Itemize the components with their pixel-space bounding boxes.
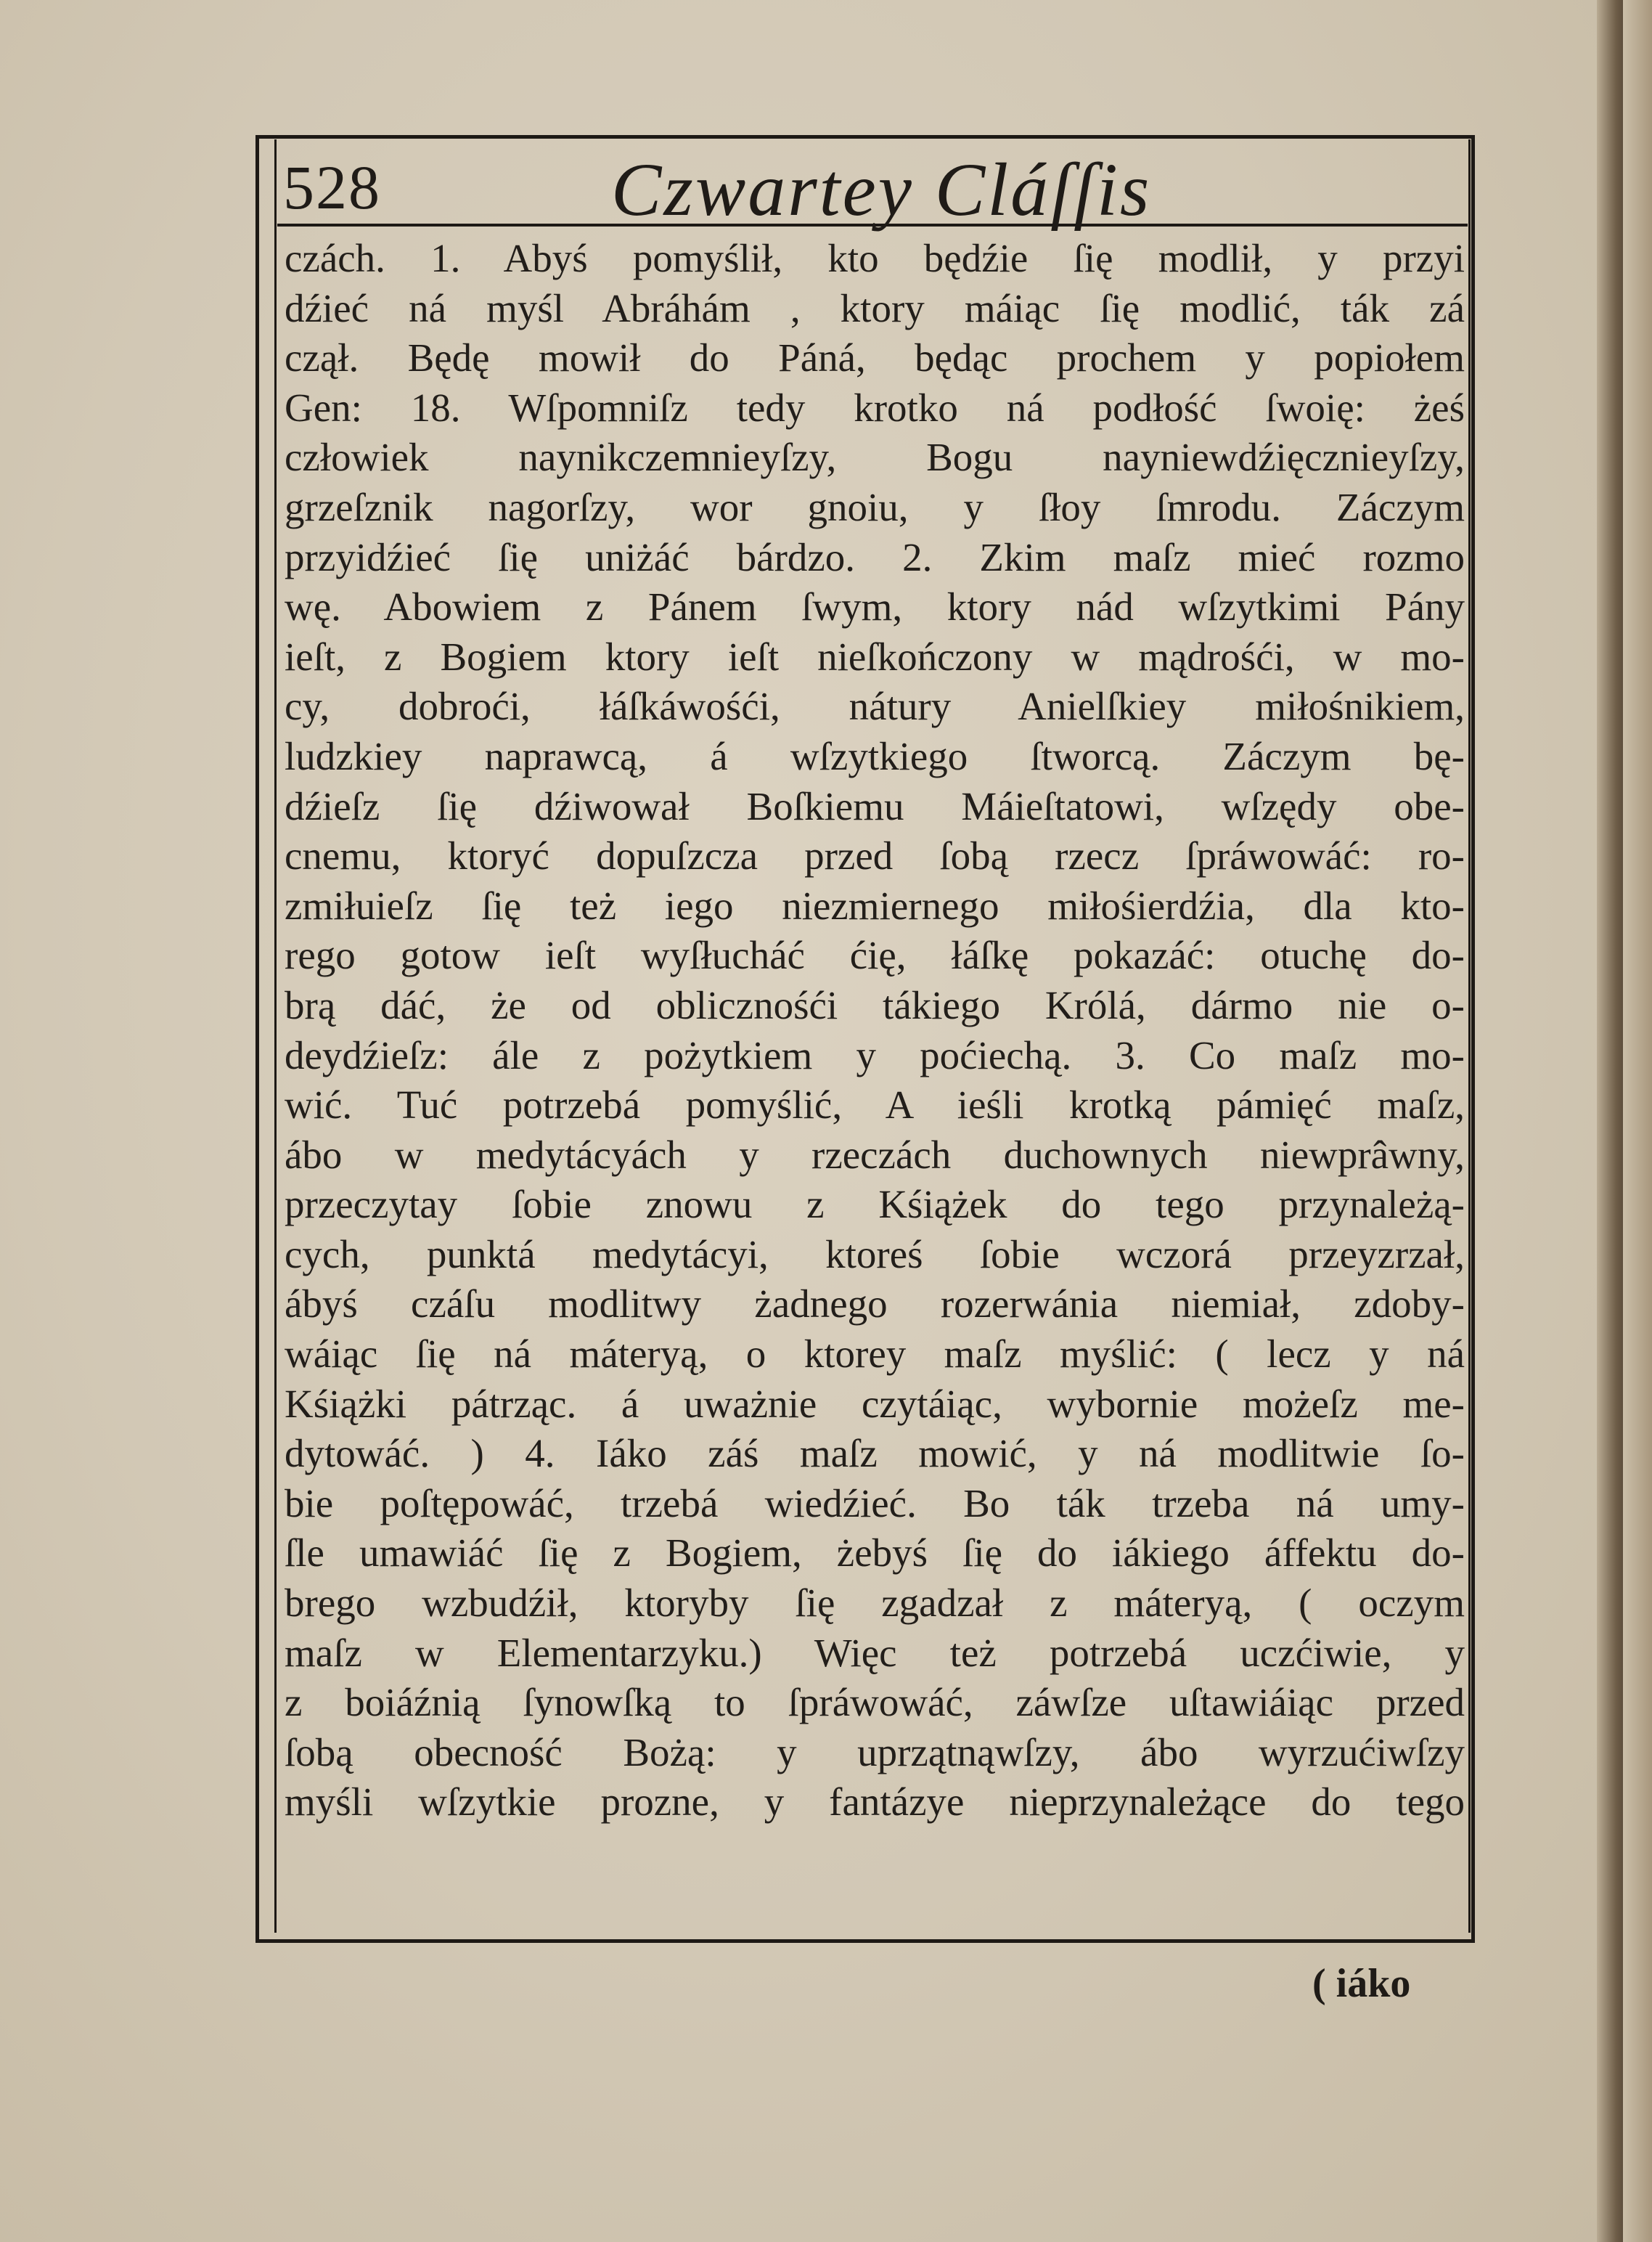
text-line: grzeſznik nagorſzy, wor gnoiu, y ſłoy ſmrodu. Záczym	[285, 484, 1465, 529]
text-line: dytowáć. ) 4. Iáko záś maſz mowić, y ná modlitwie ſo-	[285, 1431, 1465, 1476]
running-head	[277, 145, 1468, 232]
text-line: myśli wſzytkie prozne, y fantázye nieprzynależące do tego	[285, 1780, 1465, 1825]
text-line: dźieſz ſię dźiwował Boſkiemu Máieſtatowi, wſzędy obe-	[285, 783, 1465, 828]
text-line: ludzkiey naprawcą, á wſzytkiego ſtworcą. Záczym bę-	[285, 733, 1465, 778]
text-line: brą dáć, że od oblicznośći tákiego Królá, dármo nie o-	[285, 982, 1465, 1027]
text-line: ſobą obecność Bożą: y uprzątnąwſzy, ábo wyrzućiwſzy	[285, 1729, 1465, 1774]
text-line: cnemu, ktoryć dopuſzcza przed ſobą rzecz ſpráwowáć: ro-	[285, 833, 1465, 879]
text-line: rego gotow ieſt wyſłucháć ćię, łáſkę pokazáć: otuchę do-	[285, 933, 1465, 978]
catchword: ( iáko	[1312, 1961, 1411, 2006]
text-line: ſle umawiáć ſię z Bogiem, żebyś ſię do iákiego áffektu do-	[285, 1530, 1465, 1575]
page-number: 528	[283, 152, 381, 222]
text-line: przeczytay ſobie znowu z Kśiążek do tego przynależą-	[285, 1182, 1465, 1227]
running-title: Czwartey Cláſſis	[611, 148, 1152, 232]
text-line: wić. Tuć potrzebá pomyślić, A ieśli krotką pámięć maſz,	[285, 1083, 1465, 1128]
text-line: z boiáźnią ſynowſką to ſpráwowáć, záwſze uſtawiáiąc przed	[285, 1680, 1465, 1725]
text-line: przyidźieć ſię uniżáć bárdzo. 2. Zkim maſz mieć rozmo	[285, 534, 1465, 579]
text-line: człowiek naynikczemnieyſzy, Bogu nayniewdźięcznieyſzy,	[285, 435, 1465, 480]
text-line: Kśiążki pátrząc. á uważnie czytáiąc, wybornie możeſz me-	[285, 1381, 1465, 1426]
text-line: cy, dobroći, łáſkáwośći, nátury Anielſkiey miłośnikiem,	[285, 684, 1465, 729]
text-line: brego wzbudźił, ktoryby ſię zgadzał z máteryą, ( oczym	[285, 1581, 1465, 1626]
text-line: maſz w Elementarzyku.) Więc też potrzebá uczćiwie, y	[285, 1630, 1465, 1675]
text-line: ieſt, z Bogiem ktory ieſt nieſkończony w mądrośći, w mo-	[285, 634, 1465, 679]
text-line: dźieć ná myśl Abráhám , ktory máiąc ſię modlić, ták zá	[285, 285, 1465, 330]
text-line: ábyś czáſu modlitwy żadnego rozerwánia niemiał, zdoby-	[285, 1281, 1465, 1326]
text-line: ábo w medytácyách y rzeczách duchownych niewprâwny,	[285, 1132, 1465, 1177]
text-line: wę. Abowiem z Pánem ſwym, ktory nád wſzytkimi Pány	[285, 584, 1465, 629]
text-line: Gen: 18. Wſpomniſz tedy krotko ná podłość ſwoię: żeś	[285, 385, 1465, 430]
text-line: deydźieſz: ále z pożytkiem y poćiechą. 3. Co maſz mo-	[285, 1032, 1465, 1077]
body-text	[285, 234, 1465, 1827]
text-line: cych, punktá medytácyi, ktoreś ſobie wczorá przeyzrzał,	[285, 1231, 1465, 1276]
text-line: czách. 1. Abyś pomyślił, kto będźie ſię modlił, y przyi	[285, 236, 1465, 280]
text-line: wáiąc ſię ná máteryą, o ktorey maſz myślić: ( lecz y ná	[285, 1332, 1465, 1377]
facing-page-edge	[1623, 0, 1652, 2242]
text-line: zmiłuieſz ſię też iego niezmiernego miłośierdźia, dla kto-	[285, 883, 1465, 928]
text-line: czął. Będę mowił do Páná, będąc prochem y popiołem	[285, 335, 1465, 380]
text-line: bie poſtępowáć, trzebá wiedźieć. Bo ták trzeba ná umy-	[285, 1480, 1465, 1525]
